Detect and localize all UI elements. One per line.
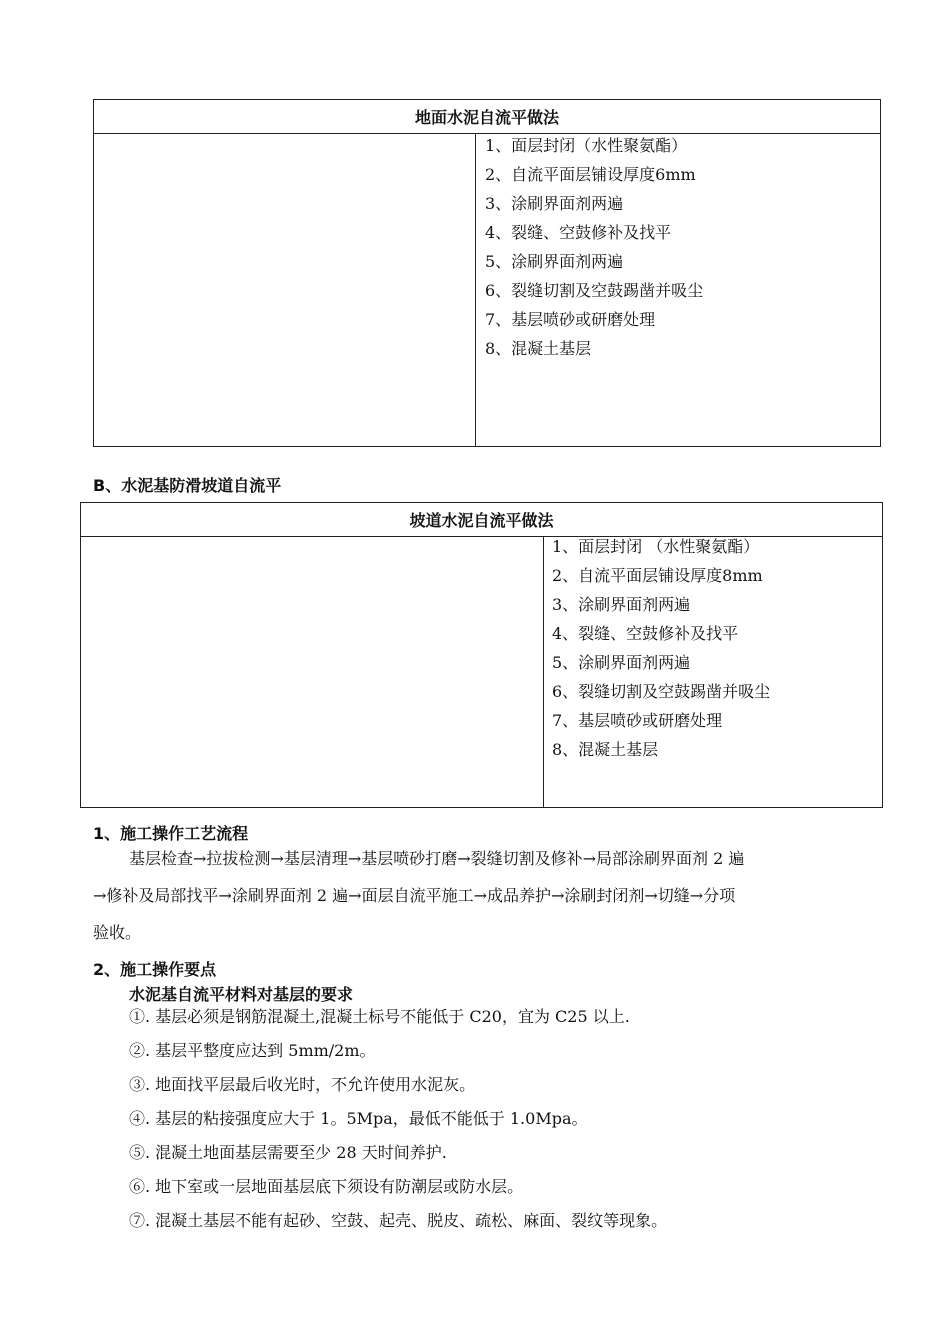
- requirement-item: ⑦. 混凝土基层不能有起砂、空鼓、起壳、脱皮、疏松、麻面、裂纹等现象。: [129, 1211, 668, 1230]
- process-flow-line: 验收。: [93, 923, 142, 942]
- ramp-method-steps: [552, 532, 882, 764]
- requirement-item: ①. 基层必须是钢筋混凝土,混凝土标号不能低于 C20，宜为 C25 以上.: [129, 1007, 630, 1026]
- list-item: 7、基层喷砂或研磨处理: [485, 310, 656, 329]
- list-item: 5、涂刷界面剂两遍: [485, 252, 624, 271]
- base-requirements-list: [129, 1000, 909, 1238]
- list-item: 7、基层喷砂或研磨处理: [552, 711, 723, 730]
- floor-method-table: [93, 99, 881, 447]
- list-item: 3、涂刷界面剂两遍: [552, 595, 691, 614]
- ramp-method-table-title: 坡道水泥自流平做法: [81, 503, 883, 537]
- section-2-heading: 2、施工操作要点: [93, 960, 217, 979]
- list-item: 6、裂缝切割及空鼓踢凿并吸尘: [485, 281, 704, 300]
- floor-method-table-title: 地面水泥自流平做法: [94, 100, 881, 134]
- ramp-method-steps-cell: [544, 537, 883, 808]
- ramp-method-table: [80, 502, 883, 808]
- floor-method-steps-cell: [476, 134, 881, 447]
- process-flow-paragraph: [93, 840, 893, 951]
- requirement-item: ⑤. 混凝土地面基层需要至少 28 天时间养护.: [129, 1143, 447, 1162]
- list-item: 1、面层封闭（水性聚氨酯）: [485, 136, 688, 155]
- requirement-item: ⑥. 地下室或一层地面基层底下须设有防潮层或防水层。: [129, 1177, 524, 1196]
- list-item: 2、自流平面层铺设厚度6mm: [485, 165, 696, 184]
- list-item: 8、混凝土基层: [485, 339, 592, 358]
- list-item: 2、自流平面层铺设厚度8mm: [552, 566, 763, 585]
- floor-method-blank-cell: [94, 134, 476, 447]
- list-item: 3、涂刷界面剂两遍: [485, 194, 624, 213]
- section-1-heading: 1、施工操作工艺流程: [93, 824, 249, 843]
- list-item: 1、面层封闭 （水性聚氨酯）: [552, 537, 760, 556]
- requirement-item: ④. 基层的粘接强度应大于 1。5Mpa，最低不能低于 1.0Mpa。: [129, 1109, 588, 1128]
- list-item: 4、裂缝、空鼓修补及找平: [552, 624, 739, 643]
- section-b-heading: B、水泥基防滑坡道自流平: [93, 476, 282, 495]
- requirement-item: ③. 地面找平层最后收光时，不允许使用水泥灰。: [129, 1075, 476, 1094]
- base-requirements-subheading: 水泥基自流平材料对基层的要求: [129, 985, 354, 1004]
- list-item: 8、混凝土基层: [552, 740, 659, 759]
- list-item: 5、涂刷界面剂两遍: [552, 653, 691, 672]
- list-item: 4、裂缝、空鼓修补及找平: [485, 223, 672, 242]
- floor-method-steps: [485, 131, 880, 363]
- ramp-method-blank-cell: [81, 537, 544, 808]
- list-item: 6、裂缝切割及空鼓踢凿并吸尘: [552, 682, 771, 701]
- process-flow-line: →修补及局部找平→涂刷界面剂 2 遍→面层自流平施工→成品养护→涂刷封闭剂→切缝→分项: [93, 886, 736, 905]
- process-flow-line: 基层检查→拉拔检测→基层清理→基层喷砂打磨→裂缝切割及修补→局部涂刷界面剂 2 遍: [129, 849, 745, 868]
- requirement-item: ②. 基层平整度应达到 5mm/2m。: [129, 1041, 376, 1060]
